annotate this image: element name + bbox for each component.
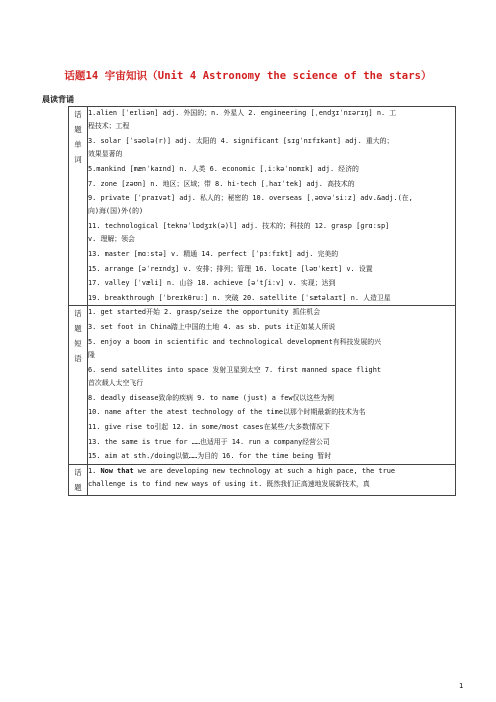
category-label-words — [69, 107, 88, 306]
text-line: 19. breakthrough [ˈbreɪkθruː] n. 突破 20. satellite [ˈsætəlaɪt] n. 人造卫星 — [88, 294, 391, 303]
label-char: 题 — [74, 482, 82, 492]
text-line: 7. zone [zəʊn] n. 地区；区域；带 8. hi-tech [ˌhaɪˈtek] adj. 高技术的 — [88, 179, 355, 188]
label-char: 语 — [74, 354, 82, 364]
label-char: 短 — [74, 339, 82, 349]
category-label-phrases — [69, 306, 88, 464]
text-line: 17. valley [ˈvæli] n. 山谷 18. achieve [əˈtʃiːv] v. 实现；达到 — [88, 279, 336, 288]
text-line: 隆 — [88, 350, 95, 359]
label-char: 题 — [74, 324, 82, 334]
phrases-content — [88, 306, 456, 464]
label-char: 话 — [74, 309, 82, 319]
text-line: 15. arrange [əˈreɪndʒ] v. 安排；排列；管理 16. locate [ləʊˈkeɪt] v. 设置 — [88, 264, 373, 273]
table-row-phrases — [69, 306, 456, 464]
text-line: 程技术；工程 — [88, 122, 130, 131]
table-row-words — [69, 107, 456, 306]
label-char: 话 — [74, 110, 82, 119]
vocabulary-table — [68, 106, 456, 496]
label-char: 词 — [74, 155, 82, 164]
words-content — [88, 107, 456, 306]
text-line: 6. send satellites into space 发射卫星到太空 7. first manned space flight — [88, 365, 381, 374]
text-line: 首次载人太空飞行 — [88, 378, 144, 387]
table-row-sentences — [69, 464, 456, 495]
text-line: 8. deadly disease致命的疾病 9. to name (just) a few仅以这些为例 — [88, 393, 334, 402]
sentence-number: 1. — [88, 466, 101, 475]
label-char: 单 — [74, 140, 82, 149]
text-line: 11. technological [teknəˈlɒdʒɪk(ə)l] adj. 技术的；科技的 12. grasp [ɡrɑːsp] — [88, 222, 390, 231]
text-line: v. 理解；领会 — [88, 235, 135, 244]
text-line: 向)海(国)外(的) — [88, 207, 144, 216]
category-label-sentences — [69, 464, 88, 495]
text-line: challenge is to find new ways of using it. 既然我们正高速地发展新技术，真 — [88, 479, 370, 488]
label-char: 题 — [74, 125, 82, 134]
text-line: 13. the same is true for ……也适用于 14. run a company经营公司 — [88, 437, 330, 446]
text-line: 1. get started开始 2. grasp/seize the opportunity 抓住机会 — [88, 308, 321, 317]
text-line: 11. give rise to引起 12. in some/most cases在某些/大多数情况下 — [88, 422, 330, 431]
label-char: 话 — [74, 467, 82, 477]
text-line: 5.mankind [mænˈkaɪnd] n. 人类 6. economic [ˌiːkəˈnɒmɪk] adj. 经济的 — [88, 164, 359, 173]
page-number: 1 — [459, 682, 464, 690]
text-line: 3. solar [ˈsəʊlə(r)] adj. 太阳的 4. significant [sɪɡˈnɪfɪkənt] adj. 重大的； — [88, 136, 394, 145]
text-line: 1.alien [ˈeɪliən] adj. 外国的；n. 外星人 2. engineering [ˌendʒɪˈnɪərɪŋ] n. 工 — [88, 109, 397, 117]
text-line: 9. private [ˈpraɪvət] adj. 私人的；秘密的 10. overseas [ˌəʊvəˈsiːz] adv.&adj.(在, — [88, 194, 413, 203]
text-line — [88, 465, 455, 478]
text-line: 10. name after the atest technology of the time以那个时期最新的技术为名 — [88, 408, 366, 417]
bold-keyword: Now that — [100, 466, 134, 475]
section-heading: 晨读背诵 — [42, 95, 74, 104]
text-line: 效果显著的 — [88, 150, 123, 159]
text-line: 15. aim at sth./doing以做……为目的 16. for the time being 暂时 — [88, 452, 332, 461]
sentences-content — [88, 464, 456, 495]
sentence-text: we are developing new technology at such a high pace, the true — [133, 466, 396, 475]
text-line: 13. master [mɑːstə] v. 精通 14. perfect [ˈpɜːfɪkt] adj. 完美的 — [88, 250, 339, 259]
text-line: 5. enjoy a boom in scientific and technological development有科技发展的兴 — [88, 337, 381, 346]
text-line: 3. set foot in China踏上中国的土地 4. as sb. puts it正如某人所说 — [88, 323, 336, 332]
page-title: 话题14 宇宙知识（Unit 4 Astronomy the science of the stars） — [64, 70, 432, 82]
